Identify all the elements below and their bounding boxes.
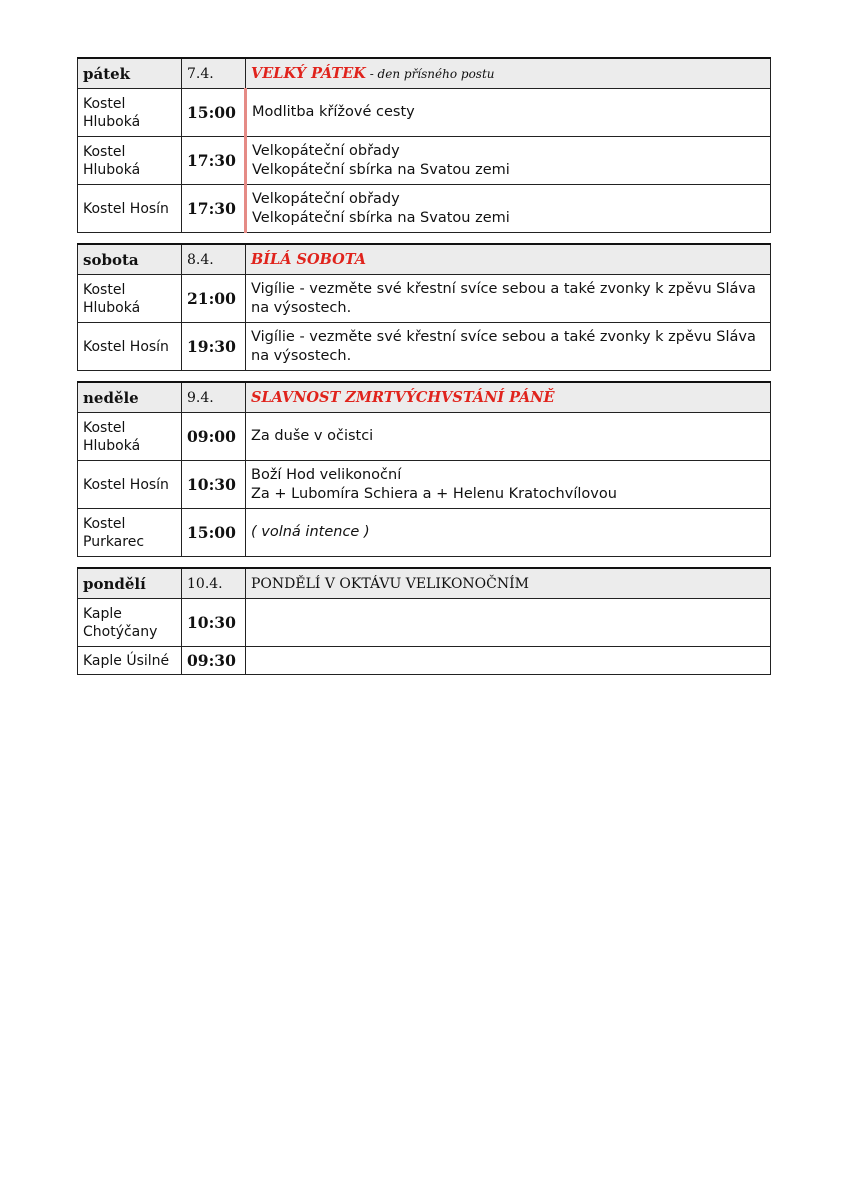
table-row <box>78 599 771 647</box>
feast-title <box>246 568 771 599</box>
time: 15:00 <box>182 89 246 137</box>
table-row <box>78 509 771 557</box>
table-row <box>78 647 771 675</box>
day-header <box>78 58 771 89</box>
table-row <box>78 323 771 371</box>
day-table-saturday <box>77 243 771 371</box>
day-date: 7.4. <box>182 58 246 89</box>
day-header <box>78 568 771 599</box>
place: Kostel Hluboká <box>78 413 182 461</box>
table-row <box>78 89 771 137</box>
place: Kostel Hluboká <box>78 137 182 185</box>
description-line: Za duše v očistci <box>251 428 374 444</box>
time: 10:30 <box>182 599 246 647</box>
day-name: neděle <box>78 382 182 413</box>
day-date: 9.4. <box>182 382 246 413</box>
day-table-friday <box>77 57 771 233</box>
description <box>246 509 771 557</box>
place: Kaple Chotýčany <box>78 599 182 647</box>
description-line: Velkopáteční sbírka na Svatou zemi <box>252 161 510 178</box>
description-line: ( volná intence ) <box>251 524 370 540</box>
day-table-monday <box>77 567 771 675</box>
day-name: sobota <box>78 244 182 275</box>
time: 17:30 <box>182 185 246 233</box>
description <box>246 413 771 461</box>
description-line: Velkopáteční sbírka na Svatou zemi <box>252 209 510 226</box>
description <box>246 647 771 675</box>
day-table-sunday <box>77 381 771 557</box>
description <box>246 185 771 233</box>
feast-title <box>246 244 771 275</box>
feast-title <box>246 58 771 89</box>
description-line: Velkopáteční obřady <box>252 142 400 159</box>
time: 19:30 <box>182 323 246 371</box>
table-row <box>78 275 771 323</box>
place: Kaple Úsilné <box>78 647 182 675</box>
description-line: Boží Hod velikonoční <box>251 466 402 483</box>
day-header <box>78 382 771 413</box>
description <box>246 137 771 185</box>
description-line: Modlitba křížové cesty <box>252 104 415 120</box>
feast-name: PONDĚLÍ V OKTÁVU VELIKONOČNÍM <box>251 575 529 592</box>
time: 17:30 <box>182 137 246 185</box>
place: Kostel Purkarec <box>78 509 182 557</box>
place: Kostel Hosín <box>78 323 182 371</box>
table-row <box>78 413 771 461</box>
time: 09:30 <box>182 647 246 675</box>
feast-name: VELKÝ PÁTEK <box>251 65 366 82</box>
place: Kostel Hluboká <box>78 89 182 137</box>
place: Kostel Hosín <box>78 185 182 233</box>
place: Kostel Hluboká <box>78 275 182 323</box>
description <box>246 461 771 509</box>
description-line: Vigílie - vezměte své křestní svíce sebou a také zvonky k zpěvu Sláva na výsostech. <box>251 328 756 364</box>
place: Kostel Hosín <box>78 461 182 509</box>
day-name: pondělí <box>78 568 182 599</box>
time: 10:30 <box>182 461 246 509</box>
day-date: 8.4. <box>182 244 246 275</box>
table-row <box>78 461 771 509</box>
description-line: Vigílie - vezměte své křestní svíce sebou a také zvonky k zpěvu Sláva na výsostech. <box>251 280 756 316</box>
time: 21:00 <box>182 275 246 323</box>
time: 09:00 <box>182 413 246 461</box>
feast-title <box>246 382 771 413</box>
description <box>246 275 771 323</box>
description <box>246 323 771 371</box>
feast-name: BÍLÁ SOBOTA <box>251 251 367 268</box>
schedule <box>77 57 771 685</box>
table-row <box>78 137 771 185</box>
feast-name: SLAVNOST ZMRTVÝCHVSTÁNÍ PÁNĚ <box>251 389 555 406</box>
time: 15:00 <box>182 509 246 557</box>
day-date: 10.4. <box>182 568 246 599</box>
table-row <box>78 185 771 233</box>
description-line: Za + Lubomíra Schiera a + Helenu Kratochvílovou <box>251 485 617 502</box>
feast-note: - den přísného postu <box>365 67 495 81</box>
description <box>246 599 771 647</box>
day-name: pátek <box>78 58 182 89</box>
description-line: Velkopáteční obřady <box>252 190 400 207</box>
description <box>246 89 771 137</box>
day-header <box>78 244 771 275</box>
